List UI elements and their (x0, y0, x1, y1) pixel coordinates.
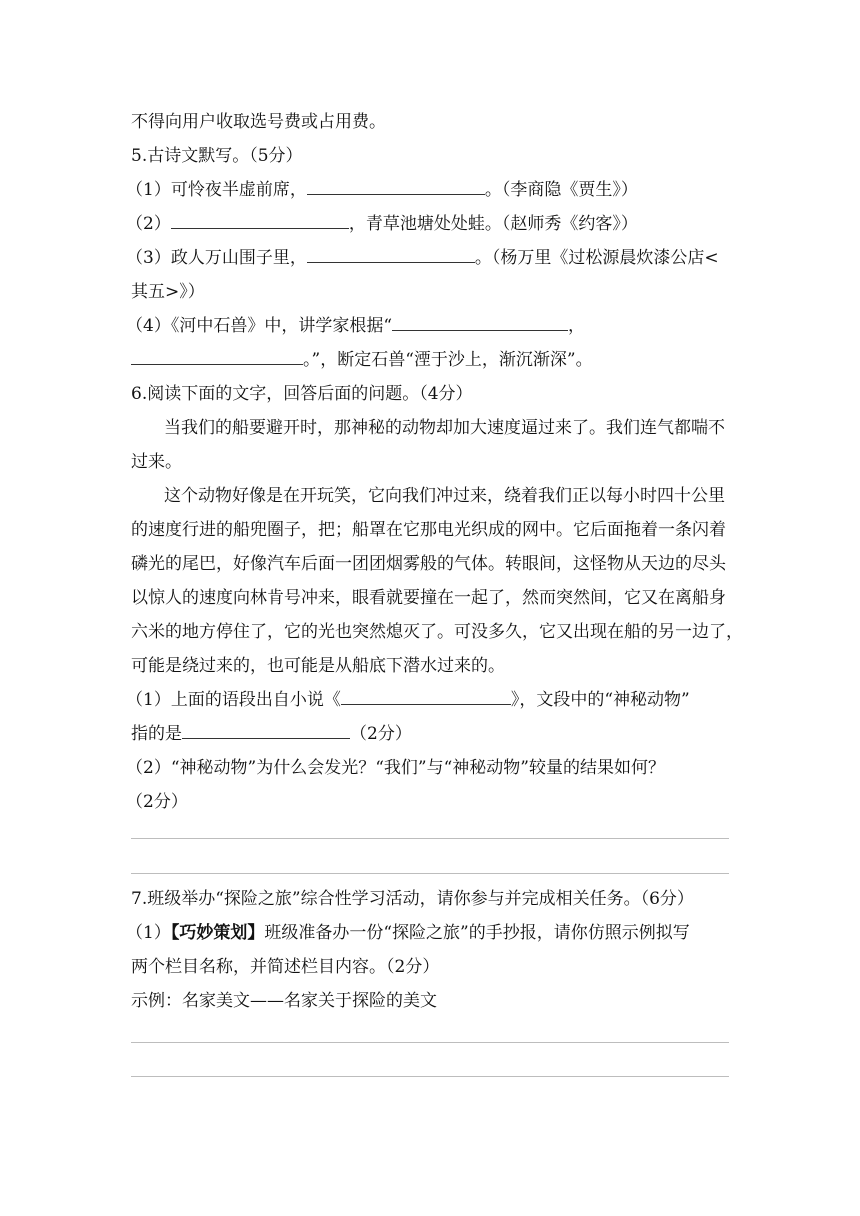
passage-line: 的速度行进的船兜圈子，把；船罩在它那电光织成的网中。它后面拖着一条闪着 (131, 520, 726, 540)
passage-line: 六米的地方停住了，它的光也突然熄灭了。可没多久，它又出现在船的另一边了， (131, 622, 743, 642)
question-text: （2分） (350, 724, 412, 744)
answer-blank[interactable] (307, 180, 485, 195)
passage-line: 可能是绕过来的，也可能是从船底下潜水过来的。 (131, 656, 505, 676)
question-text: 指的是 (131, 724, 182, 744)
question-text: 》，文段中的“神秘动物” (510, 690, 690, 710)
question-text: 。（杨万里《过松源晨炊漆公店< (474, 248, 719, 268)
question-7-1 (126, 923, 690, 943)
answer-blank[interactable] (171, 214, 349, 229)
question-6-title: 6.阅读下面的文字，回答后面的问题。（4分） (131, 384, 473, 404)
answer-line[interactable] (131, 1042, 729, 1043)
question-text: （4）《河中石兽》中，讲学家根据“ (126, 316, 393, 336)
answer-blank[interactable] (392, 316, 568, 331)
question-6-2-cont: （2分） (126, 792, 188, 812)
question-text: ，青草池塘处处蛙。（赵师秀《约客》） (348, 214, 638, 234)
question-5-2 (126, 214, 638, 234)
question-5-3 (126, 248, 719, 268)
question-5-4 (126, 316, 585, 336)
answer-blank[interactable] (341, 690, 511, 705)
question-5-3-cont: 其五>》） (131, 282, 205, 302)
question-text: 。（李商隐《贾生》） (484, 180, 638, 200)
question-text: 。”，断定石兽“湮于沙上，渐沉渐深”。 (303, 350, 593, 370)
question-5-4-cont (131, 350, 593, 370)
question-6-1-cont (131, 724, 412, 744)
passage-line: 以惊人的速度向林肯号冲来，眼看就要撞在一起了，然而突然间，它又在离船身 (131, 588, 726, 608)
task-heading: 【巧妙策划】 (170, 923, 265, 943)
question-6-1 (126, 690, 690, 710)
passage-line: 磷光的尾巴，好像汽车后面一团团烟雾般的气体。转眼间，这怪物从天边的尽头 (131, 554, 726, 574)
question-text: （1） (126, 923, 171, 943)
question-text: （1）可怜夜半虚前席， (126, 180, 307, 200)
answer-blank[interactable] (131, 350, 303, 365)
question-text: 班级准备办一份“探险之旅”的手抄报，请你仿照示例拟写 (264, 923, 690, 943)
text-line: 不得向用户收取选号费或占用费。 (131, 112, 386, 132)
question-5-title: 5.古诗文默写。（5分） (131, 146, 303, 166)
question-7-title: 7.班级举办“探险之旅”综合性学习活动，请你参与并完成相关任务。（6分） (131, 889, 694, 909)
answer-blank[interactable] (307, 248, 475, 263)
answer-line[interactable] (131, 1076, 729, 1077)
question-text: （2） (126, 214, 171, 234)
passage-line: 这个动物好像是在开玩笑，它向我们冲过来，绕着我们正以每小时四十公里 (164, 486, 725, 506)
passage-line: 过来。 (131, 452, 182, 472)
example-line: 示例：名家美文——名家关于探险的美文 (131, 991, 437, 1011)
question-7-1-cont: 两个栏目名称，并简述栏目内容。（2分） (131, 957, 440, 977)
question-text: ， (568, 316, 586, 336)
question-text: （1）上面的语段出自小说《 (126, 690, 341, 710)
answer-line[interactable] (131, 838, 729, 839)
passage-line: 当我们的船要避开时，那神秘的动物却加大速度逼过来了。我们连气都喘不 (164, 418, 725, 438)
answer-line[interactable] (131, 873, 729, 874)
question-text: （3）政人万山围子里， (126, 248, 307, 268)
answer-blank[interactable] (182, 724, 350, 739)
question-5-1 (126, 180, 638, 200)
question-6-2: （2）“神秘动物”为什么会发光？“我们”与“神秘动物”较量的结果如何？ (126, 758, 665, 778)
